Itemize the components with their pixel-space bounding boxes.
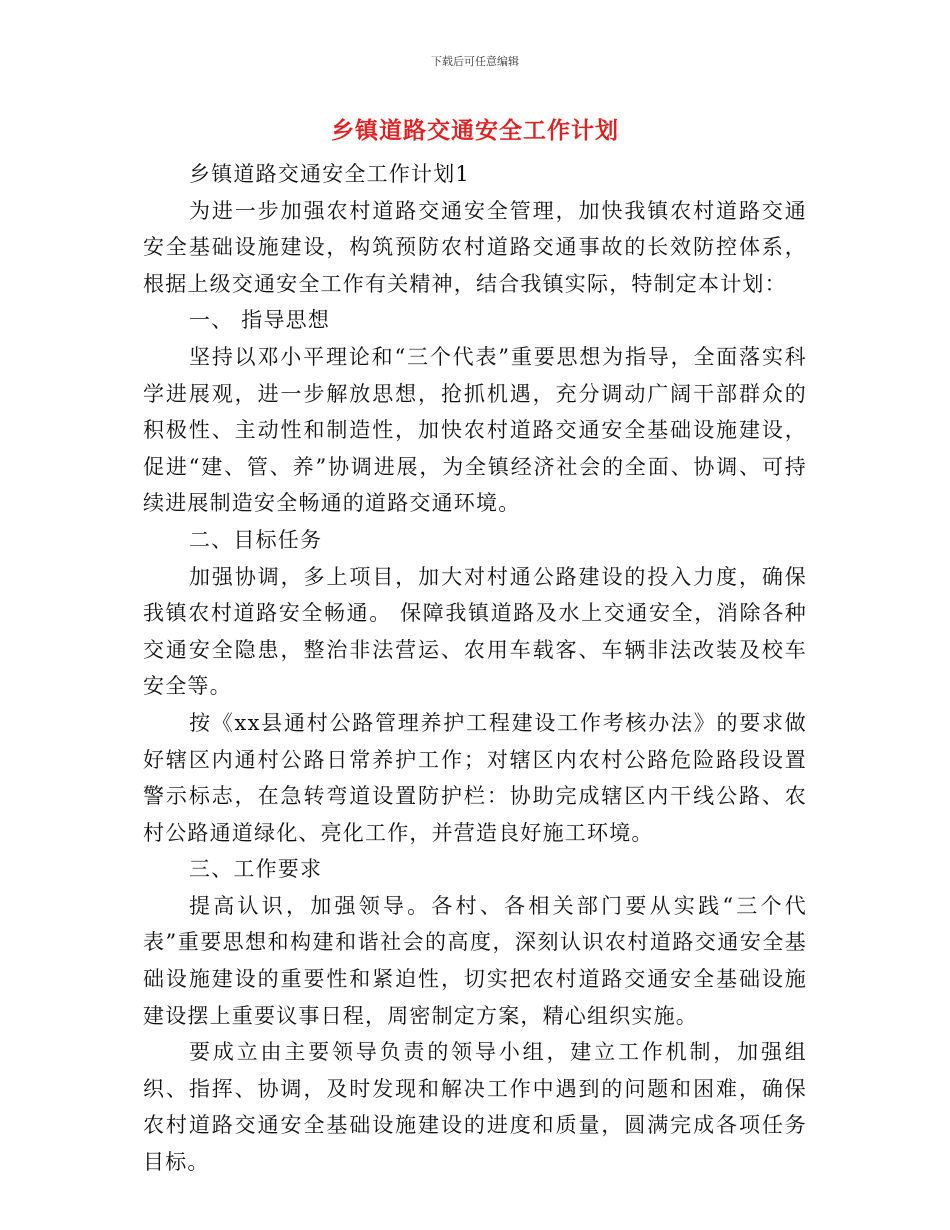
document-subtitle: 乡镇道路交通安全工作计划1 bbox=[189, 162, 470, 186]
section-paragraph: 坚持以邓小平理论和“三个代表”重要思想为指导，全面落实科学进展观，进一步解放思想，抢抓机遇，充分调动广阔干部群众的积极性、主动性和制造性，加快农村道路交通安全基础设施建设，促进“建、管、养”协调进展，为全镇经济社会的全面、协调、可持续进展制造安全畅通的道路交通环境。 bbox=[143, 344, 807, 516]
document-title: 乡镇道路交通安全工作计划 bbox=[331, 118, 619, 144]
section-paragraph: 提高认识，加强领导。各村、各相关部门要从实践“三个代表”重要思想和构建和谐社会的高度，深刻认识农村道路交通安全基础设施建设的重要性和紧迫性，切实把农村道路交通安全基础设施建设摆上重要议事日程，周密制定方案，精心组织实施。 bbox=[143, 893, 807, 1028]
header-note: 下载后可任意编辑 bbox=[431, 55, 519, 68]
section-heading-guiding-ideology: 一、 指导思想 bbox=[189, 308, 331, 333]
section-paragraph: 按《xx县通村公路管理养护工程建设工作考核办法》的要求做好辖区内通村公路日常养护工作；对辖区内农村公路危险路段设置警示标志，在急转弯道设置防护栏：协助完成辖区内干线公路、农村公路通道绿化、亮化工作，并营造良好施工环境。 bbox=[143, 710, 807, 845]
section-heading-objectives: 二、目标任务 bbox=[189, 527, 323, 552]
section-paragraph: 要成立由主要领导负责的领导小组，建立工作机制，加强组织、指挥、协调，及时发现和解决工作中遇到的问题和困难，确保农村道路交通安全基础设施建设的进度和质量，圆满完成各项任务目标。 bbox=[143, 1040, 807, 1175]
document-body bbox=[143, 156, 807, 1181]
section-heading-requirements: 三、工作要求 bbox=[189, 857, 323, 882]
intro-paragraph: 为进一步加强农村道路交通安全管理，加快我镇农村道路交通安全基础设施建设，构筑预防农村道路交通事故的长效防控体系，根据上级交通安全工作有关精神，结合我镇实际，特制定本计划： bbox=[143, 198, 807, 296]
section-paragraph: 加强协调，多上项目，加大对村通公路建设的投入力度，确保我镇农村道路安全畅通。 保障我镇道路及水上交通安全，消除各种交通安全隐患，整治非法营运、农用车载客、车辆非法改装及校车安全等。 bbox=[143, 564, 807, 699]
